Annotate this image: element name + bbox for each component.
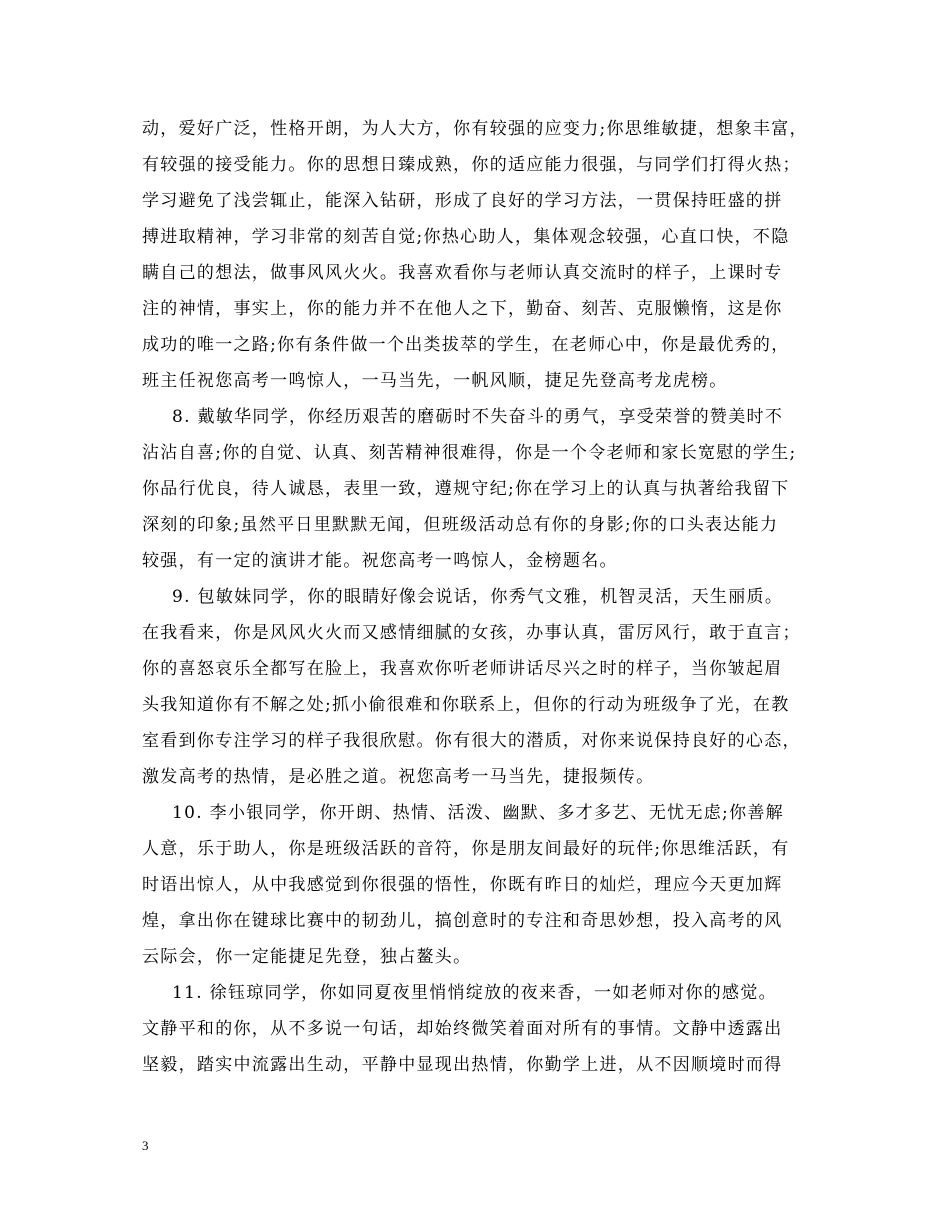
text-line: 室看到你专注学习的样子我很欣慰。你有很大的潜质，对你来说保持良好的心态， <box>142 731 801 751</box>
text-line: 头我知道你有不解之处;抓小偷很难和你联系上，但你的行动为班级争了光，在教 <box>142 695 790 715</box>
paragraph-first-line: 9. 包敏妹同学，你的眼睛好像会说话，你秀气文雅，机智灵活，天生丽质。 <box>172 587 784 607</box>
text-line: 有较强的接受能力。你的思想日臻成熟，你的适应能力很强，与同学们打得火热； <box>142 155 801 175</box>
text-line: 你的喜怒哀乐全都写在脸上，我喜欢你听老师讲话尽兴之时的样子，当你皱起眉 <box>142 659 783 679</box>
text-line: 云际会，你一定能捷足先登，独占鳌头。 <box>142 947 472 967</box>
text-line: 注的神情，事实上，你的能力并不在他人之下，勤奋、刻苦、克服懒惰，这是你 <box>142 299 783 319</box>
paragraph-first-line: 10. 李小银同学，你开朗、热情、活泼、幽默、多才多艺、无忧无虑;你善解 <box>172 803 784 823</box>
text-line: 沾沾自喜;你的自觉、认真、刻苦精神很难得，你是一个令老师和家长宽慰的学生; <box>142 443 797 463</box>
text-line: 煌，拿出你在键球比赛中的韧劲儿，搞创意时的专注和奇思妙想，投入高考的风 <box>142 911 783 931</box>
text-line: 动，爱好广泛，性格开朗，为人大方，你有较强的应变力;你思维敏捷，想象丰富， <box>142 119 808 139</box>
text-line: 文静平和的你，从不多说一句话，却始终微笑着面对所有的事情。文静中透露出 <box>142 1019 783 1039</box>
text-line: 人意，乐于助人，你是班级活跃的音符，你是朋友间最好的玩伴;你思维活跃，有 <box>142 839 790 859</box>
text-line: 成功的唯一之路;你有条件做一个出类拔萃的学生，在老师心中，你是最优秀的， <box>142 335 790 355</box>
text-line: 坚毅，踏实中流露出生动，平静中显现出热情，你勤学上进，从不因顺境时而得 <box>142 1055 783 1075</box>
text-line: 在我看来，你是风风火火而又感情细腻的女孩，办事认真，雷厉风行，敢于直言； <box>142 623 801 643</box>
page-number: 3 <box>142 1138 149 1153</box>
text-line: 搏进取精神，学习非常的刻苦自觉;你热心助人，集体观念较强，心直口快，不隐 <box>142 227 790 247</box>
text-line: 瞒自己的想法，做事风风火火。我喜欢看你与老师认真交流时的样子，上课时专 <box>142 263 783 283</box>
text-line: 学习避免了浅尝辄止，能深入钻研，形成了良好的学习方法，一贯保持旺盛的拼 <box>142 191 783 211</box>
text-line: 较强，有一定的演讲才能。祝您高考一鸣惊人，金榜题名。 <box>142 551 618 571</box>
text-line: 深刻的印象;虽然平日里默默无闻，但班级活动总有你的身影;你的口头表达能力 <box>142 515 779 535</box>
paragraph-first-line: 11. 徐钰琼同学，你如同夏夜里悄悄绽放的夜来香，一如老师对你的感觉。 <box>172 983 777 1003</box>
text-line: 时语出惊人，从中我感觉到你很强的悟性，你既有昨日的灿烂，理应今天更加辉 <box>142 875 783 895</box>
text-line: 你品行优良，待人诚恳，表里一致，遵规守纪;你在学习上的认真与执著给我留下 <box>142 479 790 499</box>
paragraph-first-line: 8. 戴敏华同学，你经历艰苦的磨砺时不失奋斗的勇气，享受荣誉的赞美时不 <box>172 407 784 427</box>
text-line: 激发高考的热情，是必胜之道。祝您高考一马当先，捷报频传。 <box>142 767 655 787</box>
text-line: 班主任祝您高考一鸣惊人，一马当先，一帆风顺，捷足先登高考龙虎榜。 <box>142 371 728 391</box>
